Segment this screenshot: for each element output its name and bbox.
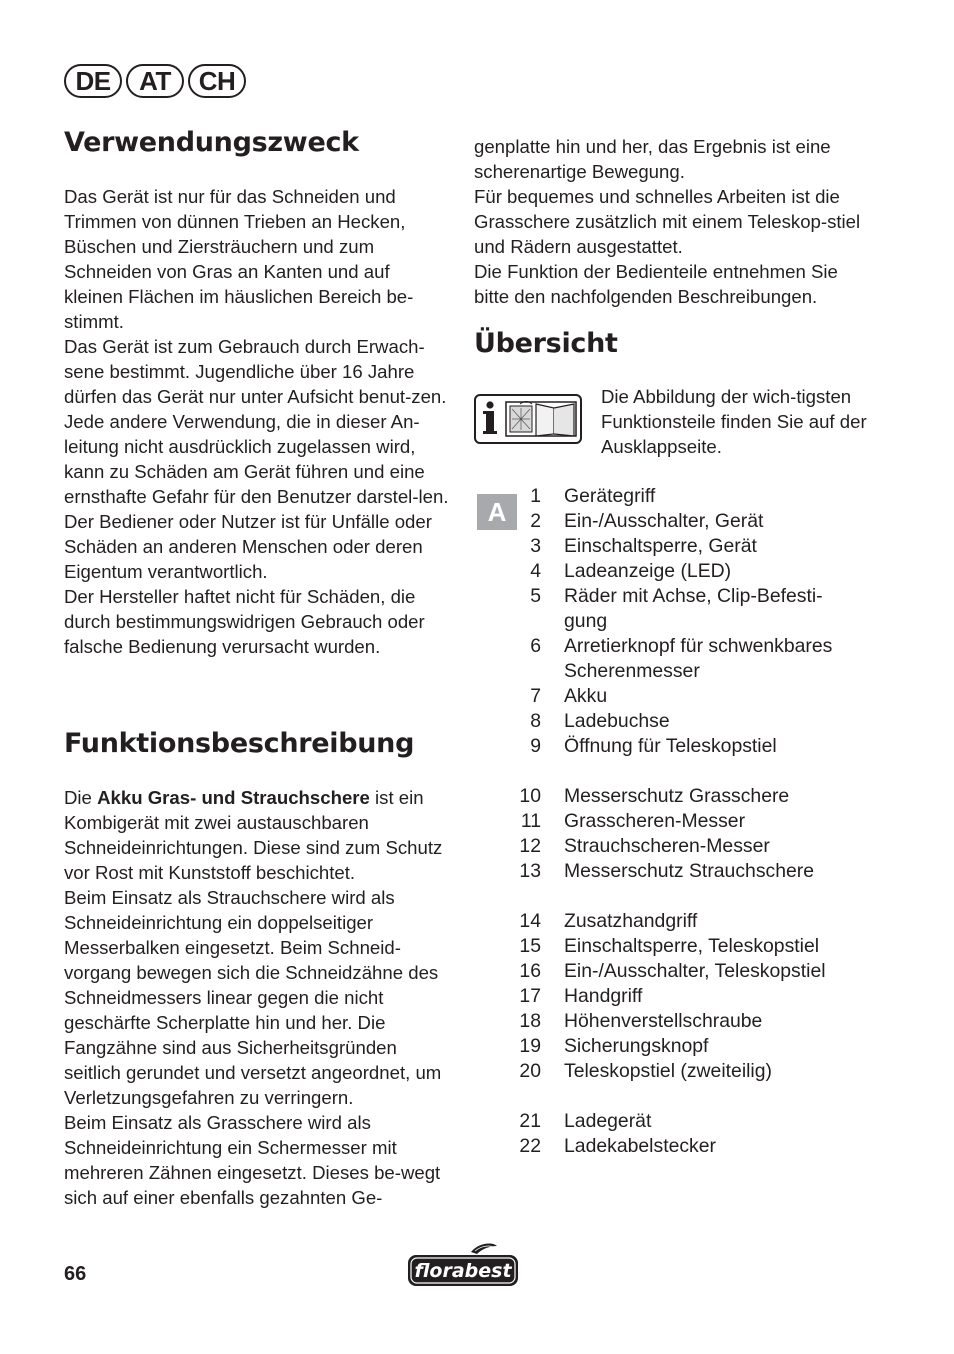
part-number: 3 bbox=[530, 535, 541, 557]
intro-suffix: ist ein Kombigerät mit zwei austauschbaren Schneideinrichtungen. Diese sind zum Schutz vor Rost mit Kunststoff beschichtet. bbox=[64, 787, 443, 883]
part-label: Ladegerät bbox=[564, 1110, 652, 1132]
part-label: Zusatzhandgriff bbox=[564, 910, 698, 932]
florabest-logo bbox=[405, 1242, 521, 1295]
country-badge-at: AT bbox=[126, 64, 184, 98]
paragraph: genplatte hin und her, das Ergebnis ist eine scherenartige Bewegung. bbox=[474, 136, 831, 182]
section-title-uebersicht: Übersicht bbox=[474, 328, 618, 359]
section-title-funktionsbeschreibung: Funktionsbeschreibung bbox=[64, 728, 415, 759]
verwendungszweck-body bbox=[64, 184, 449, 659]
part-label: Ein-/Ausschalter, Gerät bbox=[564, 510, 764, 532]
list-item bbox=[500, 559, 920, 584]
part-number: 2 bbox=[530, 510, 541, 532]
list-item bbox=[500, 584, 920, 634]
part-number: 4 bbox=[530, 560, 541, 582]
list-item bbox=[500, 1009, 920, 1034]
part-number: 21 bbox=[519, 1110, 541, 1132]
country-badges bbox=[64, 64, 250, 98]
info-text: Die Abbildung der wich-tigsten Funktionsteile finden Sie auf der Ausklappseite. bbox=[601, 386, 867, 457]
list-item bbox=[500, 984, 920, 1009]
list-item bbox=[500, 959, 920, 984]
list-item bbox=[500, 534, 920, 559]
paragraph: Das Gerät ist nur für das Schneiden und Trimmen von dünnen Trieben an Hecken, Büschen und Ziersträuchern und zum Schneiden von Gras an Kanten und auf kleinen Flächen im häuslichen Bereich be-stimmt. bbox=[64, 186, 414, 332]
part-number: 20 bbox=[519, 1060, 541, 1082]
part-label: Arretierknopf für schwenkbares Scherenmesser bbox=[564, 635, 833, 682]
list-item bbox=[500, 1109, 920, 1134]
list-item bbox=[500, 484, 920, 509]
part-label: Öffnung für Teleskopstiel bbox=[564, 735, 777, 757]
part-label: Ladebuchse bbox=[564, 710, 670, 732]
list-item bbox=[500, 1059, 920, 1084]
part-number: 8 bbox=[530, 710, 541, 732]
list-item bbox=[500, 934, 920, 959]
part-number: 1 bbox=[530, 485, 541, 507]
paragraph: Der Bediener oder Nutzer ist für Unfälle oder Schäden an anderen Menschen oder deren Eigentum verantwortlich. bbox=[64, 511, 432, 582]
figure-marker: A bbox=[477, 494, 517, 530]
list-gap bbox=[500, 884, 920, 909]
part-label: Einschaltsperre, Gerät bbox=[564, 535, 757, 557]
part-label: Einschaltsperre, Teleskopstiel bbox=[564, 935, 820, 957]
part-label: Handgriff bbox=[564, 985, 643, 1007]
list-gap bbox=[500, 1084, 920, 1109]
part-number: 14 bbox=[519, 910, 541, 932]
part-number: 5 bbox=[530, 585, 541, 607]
part-number: 16 bbox=[519, 960, 541, 982]
section-title-verwendungszweck: Verwendungszweck bbox=[64, 127, 359, 158]
paragraph: Das Gerät ist zum Gebrauch durch Erwach-sene bestimmt. Jugendliche über 16 Jahre dürfen das Gerät nur unter Aufsicht benut-zen. bbox=[64, 336, 447, 407]
part-number: 22 bbox=[519, 1135, 541, 1157]
list-item bbox=[500, 684, 920, 709]
part-number: 7 bbox=[530, 685, 541, 707]
part-number: 12 bbox=[519, 835, 541, 857]
part-number: 19 bbox=[519, 1035, 541, 1057]
country-badge-ch: CH bbox=[188, 64, 246, 98]
list-item bbox=[500, 784, 920, 809]
list-item bbox=[500, 734, 920, 759]
part-label: Ladeanzeige (LED) bbox=[564, 560, 732, 582]
part-number: 13 bbox=[519, 860, 541, 882]
list-item bbox=[500, 509, 920, 534]
part-number: 9 bbox=[530, 735, 541, 757]
part-label: Ladekabelstecker bbox=[564, 1135, 716, 1157]
part-label: Ein-/Ausschalter, Teleskopstiel bbox=[564, 960, 826, 982]
list-gap bbox=[500, 759, 920, 784]
part-label: Höhenverstellschraube bbox=[564, 1010, 763, 1032]
list-item bbox=[500, 809, 920, 834]
funktionsbeschreibung-continued bbox=[474, 134, 864, 309]
product-name: Akku Gras- und Strauchschere bbox=[97, 787, 370, 808]
part-label: Teleskopstiel (zweiteilig) bbox=[564, 1060, 772, 1082]
list-item bbox=[500, 634, 920, 684]
part-number: 18 bbox=[519, 1010, 541, 1032]
page-number: 66 bbox=[64, 1263, 87, 1285]
parts-list bbox=[500, 484, 920, 1159]
brand-logo-icon bbox=[405, 1242, 521, 1290]
svg-text:florabest: florabest bbox=[414, 1260, 512, 1282]
part-label: Akku bbox=[564, 685, 608, 707]
list-item bbox=[500, 834, 920, 859]
paragraph: Jede andere Verwendung, die in dieser An-leitung nicht ausdrücklich zugelassen wird, kann zu Schäden am Gerät führen und eine ernsthafte Gefahr für den Benutzer darstel-len. bbox=[64, 411, 449, 507]
part-number: 6 bbox=[530, 635, 541, 657]
list-item bbox=[500, 709, 920, 734]
paragraph: Beim Einsatz als Grasschere wird als Schneideinrichtung ein Schermesser mit mehreren Zähnen eingesetzt. Dieses be-wegt sich auf einer ebenfalls gezahnten Ge- bbox=[64, 1112, 441, 1208]
list-item bbox=[500, 909, 920, 934]
part-label: Messerschutz Grasschere bbox=[564, 785, 790, 807]
funktionsbeschreibung-body bbox=[64, 785, 449, 1210]
paragraph: Die Funktion der Bedienteile entnehmen Sie bitte den nachfolgenden Beschreibungen. bbox=[474, 261, 838, 307]
part-number: 11 bbox=[520, 810, 541, 832]
list-item bbox=[500, 859, 920, 884]
paragraph-intro bbox=[64, 785, 449, 885]
paragraph: Der Hersteller haftet nicht für Schäden, die durch bestimmungswidrigen Gebrauch oder falsche Bedienung verursacht wurden. bbox=[64, 586, 425, 657]
country-badge-de: DE bbox=[64, 64, 122, 98]
paragraph: Für bequemes und schnelles Arbeiten ist die Grasschere zusätzlich mit einem Teleskop-stiel und Rädern ausgestattet. bbox=[474, 186, 861, 257]
part-label: Räder mit Achse, Clip-Befesti-gung bbox=[564, 585, 823, 632]
part-number: 17 bbox=[519, 985, 541, 1007]
intro-prefix: Die bbox=[64, 787, 98, 808]
part-label: Strauchscheren-Messer bbox=[564, 835, 770, 857]
paragraph: Beim Einsatz als Strauchschere wird als Schneideinrichtung ein doppelseitiger Messerbalken eingesetzt. Beim Schneid-vorgang bewegen sich die Schneidzähne des Schneidmessers linear gegen die nicht geschärfte Scherplatte hin und her. Die Fangzähne sind aus Sicherheitsgründen seitlich gerundet und versetzt angeordnet, um Verletzungsgefahren zu verringern. bbox=[64, 887, 442, 1108]
list-item bbox=[500, 1034, 920, 1059]
list-item bbox=[500, 1134, 920, 1159]
part-label: Sicherungsknopf bbox=[564, 1035, 709, 1057]
fold-out-page-info-icon bbox=[474, 394, 582, 444]
info-book-icon bbox=[476, 396, 580, 442]
part-label: Grasscheren-Messer bbox=[564, 810, 746, 832]
part-number: 10 bbox=[519, 785, 541, 807]
part-label: Messerschutz Strauchschere bbox=[564, 860, 815, 882]
part-label: Gerätegriff bbox=[564, 485, 656, 507]
part-number: 15 bbox=[519, 935, 541, 957]
